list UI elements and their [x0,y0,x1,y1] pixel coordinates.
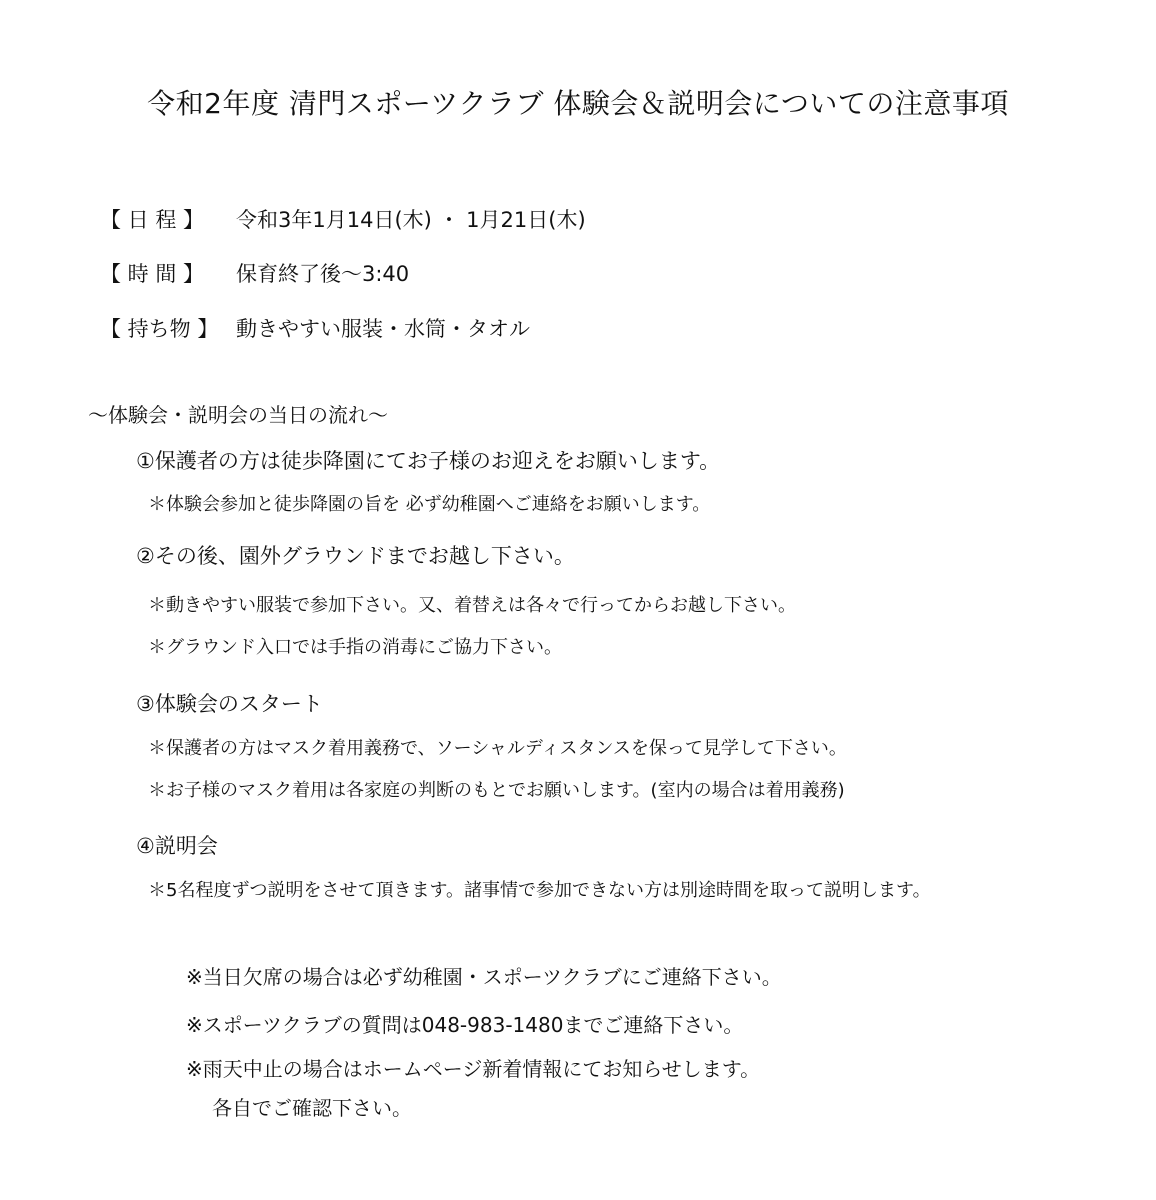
info-time [100,258,409,288]
step-2-title: ②その後、園外グラウンドまでお越し下さい。 [136,544,575,568]
document-title: 令和2年度 清門スポーツクラブ 体験会＆説明会についての注意事項 [147,87,1009,120]
step-3-note-1: ＊保護者の方はマスク着用義務で、ソーシャルディスタンスを保って見学して下さい。 [148,738,847,759]
step-3-note-2: ＊お子様のマスク着用は各家庭の判断のもとでお願いします。(室内の場合は着用義務) [148,780,845,801]
remark-absence: ※当日欠席の場合は必ず幼稚園・スポーツクラブにご連絡下さい。 [186,965,782,989]
step-2-note-1: ＊動きやすい服装で参加下さい。又、着替えは各々で行ってからお越し下さい。 [148,595,796,616]
info-belongings [100,313,530,343]
step-1-title: ①保護者の方は徒歩降園にてお子様のお迎えをお願いします。 [136,449,721,473]
remark-rain-continued: 各自でご確認下さい。 [212,1096,412,1120]
step-1-note-1: ＊体験会参加と徒歩降園の旨を 必ず幼稚園へご連絡をお願いします。 [148,494,711,515]
info-belongings-label: 【 持ち物 】 [100,317,219,341]
step-2-note-2: ＊グラウンド入口では手指の消毒にご協力下さい。 [148,637,562,658]
remark-rain: ※雨天中止の場合はホームページ新着情報にてお知らせします。 [186,1057,761,1081]
step-3-title: ③体験会のスタート [136,692,323,716]
info-time-label: 【 時 間 】 [100,262,205,286]
step-4-title: ④説明会 [136,834,218,858]
step-4-note-1: ＊5名程度ずつ説明をさせて頂きます。諸事情で参加できない方は別途時間を取って説明します。 [148,880,931,901]
info-belongings-value: 動きやすい服装・水筒・タオル [236,317,530,341]
remark-inquiry: ※スポーツクラブの質問は048-983-1480までご連絡下さい。 [186,1013,744,1037]
info-time-value: 保育終了後～3:40 [236,262,410,286]
flow-heading: ～体験会・説明会の当日の流れ～ [88,403,388,427]
info-schedule-value: 令和3年1月14日(木) ・ 1月21日(木) [236,208,586,232]
info-schedule-label: 【 日 程 】 [100,208,205,232]
info-schedule [100,204,586,234]
